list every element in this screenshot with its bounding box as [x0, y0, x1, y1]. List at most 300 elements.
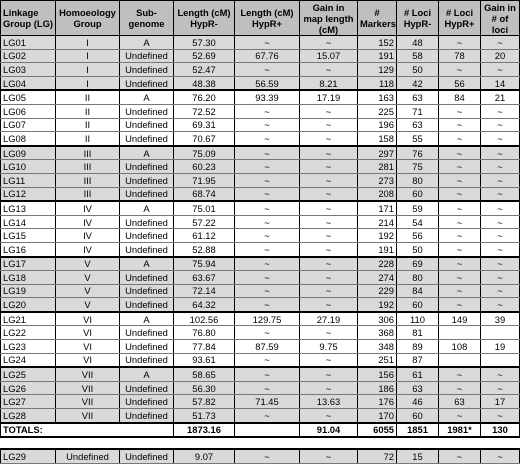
cell-linkage-group: LG11 — [1, 173, 56, 187]
cell-gain-loci: ~ — [481, 367, 520, 381]
cell-gain-loci: ~ — [481, 284, 520, 298]
table-row — [1, 132, 520, 146]
cell-homoeology-group: IV — [56, 229, 120, 243]
cell-markers: 192 — [358, 298, 397, 312]
cell-homoeology-group: Undefined — [56, 449, 120, 463]
cell-subgenome: Undefined — [120, 271, 174, 285]
cell-gain-map-length: ~ — [300, 229, 358, 243]
cell-gain-loci: 19 — [481, 340, 520, 354]
cell-loci-hypr-minus: 80 — [397, 271, 439, 285]
cell-loci-hypr-plus: ~ — [439, 215, 481, 229]
cell-markers: 281 — [358, 160, 397, 174]
cell-length-hypr-minus: 51.73 — [174, 409, 235, 423]
cell-loci-hypr-plus — [439, 353, 481, 367]
cell-linkage-group: LG21 — [1, 312, 56, 326]
cell-loci-hypr-plus: ~ — [439, 381, 481, 395]
cell-markers: 273 — [358, 173, 397, 187]
cell-homoeology-group: VII — [56, 409, 120, 423]
cell-loci-hypr-plus: ~ — [439, 257, 481, 271]
cell-homoeology-group: I — [56, 36, 120, 50]
cell-linkage-group: LG22 — [1, 326, 56, 340]
cell-loci-hypr-plus: ~ — [439, 63, 481, 77]
cell-length-hypr-minus: 64.32 — [174, 298, 235, 312]
cell-markers: 368 — [358, 326, 397, 340]
cell-loci-hypr-minus: 59 — [397, 201, 439, 215]
cell-homoeology-group: III — [56, 173, 120, 187]
cell-gain-map-length: 13.63 — [300, 395, 358, 409]
cell-gain-loci — [481, 353, 520, 367]
cell-subgenome: Undefined — [120, 63, 174, 77]
cell-subgenome: Undefined — [120, 381, 174, 395]
table-row — [1, 49, 520, 63]
cell-gain-loci: ~ — [481, 132, 520, 146]
cell-homoeology-group: I — [56, 63, 120, 77]
cell-gain-map-length: ~ — [300, 160, 358, 174]
header-loci-hypr-minus: # Loci HypR- — [397, 1, 439, 36]
cell-length-hypr-plus: ~ — [235, 409, 300, 423]
cell-gain-map-length: ~ — [300, 326, 358, 340]
cell-linkage-group: LG14 — [1, 215, 56, 229]
cell-length-hypr-plus: ~ — [235, 173, 300, 187]
table-row — [1, 271, 520, 285]
cell-loci-hypr-minus: 71 — [397, 104, 439, 118]
cell-subgenome: Undefined — [120, 284, 174, 298]
total-length-hypr-plus — [235, 423, 300, 438]
cell-loci-hypr-plus: ~ — [439, 201, 481, 215]
cell-linkage-group: LG08 — [1, 132, 56, 146]
cell-loci-hypr-plus: 84 — [439, 90, 481, 104]
cell-subgenome: Undefined — [120, 118, 174, 132]
cell-gain-map-length: ~ — [300, 187, 358, 201]
header-linkage-group: Linkage Group (LG) — [1, 1, 56, 36]
cell-gain-loci: ~ — [481, 271, 520, 285]
cell-gain-map-length: ~ — [300, 36, 358, 50]
cell-homoeology-group: VI — [56, 312, 120, 326]
cell-homoeology-group: II — [56, 104, 120, 118]
cell-linkage-group: LG26 — [1, 381, 56, 395]
cell-length-hypr-minus: 57.82 — [174, 395, 235, 409]
cell-length-hypr-minus: 63.67 — [174, 271, 235, 285]
cell-length-hypr-plus: 67.76 — [235, 49, 300, 63]
cell-homoeology-group: III — [56, 160, 120, 174]
table-row — [1, 173, 520, 187]
cell-markers: 170 — [358, 409, 397, 423]
table-row — [1, 160, 520, 174]
cell-gain-loci: ~ — [481, 36, 520, 50]
cell-length-hypr-minus: 76.80 — [174, 326, 235, 340]
header-row — [1, 1, 520, 36]
cell-gain-map-length: ~ — [300, 132, 358, 146]
cell-gain-map-length: ~ — [300, 118, 358, 132]
cell-markers: 163 — [358, 90, 397, 104]
cell-length-hypr-minus: 9.07 — [174, 449, 235, 463]
cell-subgenome: Undefined — [120, 132, 174, 146]
cell-markers: 274 — [358, 271, 397, 285]
cell-length-hypr-minus: 93.61 — [174, 353, 235, 367]
cell-subgenome: Undefined — [120, 340, 174, 354]
cell-length-hypr-plus: ~ — [235, 63, 300, 77]
cell-length-hypr-plus: ~ — [235, 36, 300, 50]
cell-loci-hypr-minus: 110 — [397, 312, 439, 326]
cell-length-hypr-minus: 102.56 — [174, 312, 235, 326]
header-loci-hypr-plus: # Loci HypR+ — [439, 1, 481, 36]
cell-loci-hypr-plus: ~ — [439, 160, 481, 174]
cell-loci-hypr-minus: 42 — [397, 76, 439, 90]
cell-loci-hypr-plus: ~ — [439, 409, 481, 423]
cell-subgenome: Undefined — [120, 187, 174, 201]
cell-gain-map-length: ~ — [300, 367, 358, 381]
cell-homoeology-group: I — [56, 76, 120, 90]
cell-gain-loci — [481, 326, 520, 340]
table-row — [1, 381, 520, 395]
cell-gain-loci: ~ — [481, 298, 520, 312]
cell-loci-hypr-plus: ~ — [439, 298, 481, 312]
cell-markers: 229 — [358, 284, 397, 298]
cell-subgenome: Undefined — [120, 395, 174, 409]
header-gain-map-length: Gain in map length (cM) — [300, 1, 358, 36]
cell-gain-loci: ~ — [481, 449, 520, 463]
cell-gain-loci: ~ — [481, 229, 520, 243]
cell-linkage-group: LG07 — [1, 118, 56, 132]
cell-gain-map-length: 27.19 — [300, 312, 358, 326]
cell-loci-hypr-plus: 78 — [439, 49, 481, 63]
cell-markers: 228 — [358, 257, 397, 271]
table-row-extra — [1, 449, 520, 463]
cell-linkage-group: LG02 — [1, 49, 56, 63]
cell-length-hypr-minus: 77.84 — [174, 340, 235, 354]
cell-length-hypr-plus: ~ — [235, 229, 300, 243]
cell-subgenome: Undefined — [120, 242, 174, 256]
cell-linkage-group: LG13 — [1, 201, 56, 215]
cell-length-hypr-plus: 129.75 — [235, 312, 300, 326]
cell-length-hypr-minus: 61.12 — [174, 229, 235, 243]
cell-gain-map-length: ~ — [300, 173, 358, 187]
cell-gain-loci: ~ — [481, 160, 520, 174]
cell-gain-map-length: ~ — [300, 298, 358, 312]
cell-length-hypr-minus: 48.38 — [174, 76, 235, 90]
table-row — [1, 146, 520, 160]
cell-loci-hypr-minus: 60 — [397, 187, 439, 201]
cell-loci-hypr-minus: 56 — [397, 229, 439, 243]
cell-length-hypr-plus: ~ — [235, 201, 300, 215]
cell-subgenome: A — [120, 367, 174, 381]
table-row — [1, 340, 520, 354]
cell-linkage-group: LG17 — [1, 257, 56, 271]
cell-markers: 306 — [358, 312, 397, 326]
cell-linkage-group: LG12 — [1, 187, 56, 201]
cell-gain-loci: ~ — [481, 242, 520, 256]
cell-markers: 214 — [358, 215, 397, 229]
cell-gain-map-length: 9.75 — [300, 340, 358, 354]
table-row — [1, 326, 520, 340]
cell-gain-map-length: ~ — [300, 449, 358, 463]
cell-loci-hypr-plus: ~ — [439, 173, 481, 187]
table-row — [1, 229, 520, 243]
cell-homoeology-group: V — [56, 298, 120, 312]
cell-gain-loci: ~ — [481, 104, 520, 118]
cell-gain-map-length: ~ — [300, 146, 358, 160]
header-subgenome: Sub-genome — [120, 1, 174, 36]
cell-loci-hypr-plus: 108 — [439, 340, 481, 354]
cell-gain-loci: ~ — [481, 63, 520, 77]
cell-subgenome: Undefined — [120, 229, 174, 243]
cell-markers: 186 — [358, 381, 397, 395]
cell-gain-loci: ~ — [481, 187, 520, 201]
cell-loci-hypr-minus: 75 — [397, 160, 439, 174]
table-row — [1, 118, 520, 132]
table-row — [1, 63, 520, 77]
total-loci-hypr-plus: 1981* — [439, 423, 481, 438]
cell-length-hypr-plus: 71.45 — [235, 395, 300, 409]
totals-label: TOTALS: — [1, 423, 174, 438]
cell-loci-hypr-minus: 46 — [397, 395, 439, 409]
cell-linkage-group: LG18 — [1, 271, 56, 285]
cell-markers: 191 — [358, 49, 397, 63]
cell-length-hypr-plus: ~ — [235, 146, 300, 160]
cell-length-hypr-minus: 57.30 — [174, 36, 235, 50]
cell-length-hypr-minus: 68.74 — [174, 187, 235, 201]
cell-loci-hypr-plus: 56 — [439, 76, 481, 90]
cell-loci-hypr-plus: ~ — [439, 104, 481, 118]
cell-gain-loci: ~ — [481, 257, 520, 271]
cell-homoeology-group: IV — [56, 242, 120, 256]
cell-loci-hypr-minus: 15 — [397, 449, 439, 463]
cell-length-hypr-plus: ~ — [235, 367, 300, 381]
cell-length-hypr-minus: 52.69 — [174, 49, 235, 63]
cell-subgenome: Undefined — [120, 409, 174, 423]
cell-gain-map-length: 17.19 — [300, 90, 358, 104]
cell-homoeology-group: I — [56, 49, 120, 63]
cell-markers: 171 — [358, 201, 397, 215]
cell-loci-hypr-plus: 63 — [439, 395, 481, 409]
cell-gain-loci: ~ — [481, 173, 520, 187]
cell-linkage-group: LG24 — [1, 353, 56, 367]
cell-loci-hypr-minus: 55 — [397, 132, 439, 146]
total-gain-loci: 130 — [481, 423, 520, 438]
table-row — [1, 257, 520, 271]
cell-homoeology-group: III — [56, 146, 120, 160]
cell-loci-hypr-plus: ~ — [439, 367, 481, 381]
cell-loci-hypr-minus: 63 — [397, 381, 439, 395]
cell-gain-map-length: ~ — [300, 284, 358, 298]
totals-row — [1, 423, 520, 438]
cell-length-hypr-plus: 87.59 — [235, 340, 300, 354]
cell-loci-hypr-minus: 61 — [397, 367, 439, 381]
cell-homoeology-group: V — [56, 271, 120, 285]
cell-length-hypr-plus: ~ — [235, 271, 300, 285]
cell-loci-hypr-plus: ~ — [439, 229, 481, 243]
cell-homoeology-group: II — [56, 132, 120, 146]
cell-gain-loci: 21 — [481, 90, 520, 104]
cell-subgenome: A — [120, 146, 174, 160]
cell-markers: 152 — [358, 36, 397, 50]
cell-gain-map-length: ~ — [300, 201, 358, 215]
cell-length-hypr-plus: ~ — [235, 215, 300, 229]
cell-linkage-group: LG29 — [1, 449, 56, 463]
cell-gain-loci: 17 — [481, 395, 520, 409]
cell-loci-hypr-minus: 60 — [397, 409, 439, 423]
cell-loci-hypr-minus: 60 — [397, 298, 439, 312]
cell-subgenome: Undefined — [120, 326, 174, 340]
cell-linkage-group: LG05 — [1, 90, 56, 104]
table-row — [1, 201, 520, 215]
cell-markers: 348 — [358, 340, 397, 354]
cell-length-hypr-plus: ~ — [235, 298, 300, 312]
cell-loci-hypr-minus: 58 — [397, 49, 439, 63]
cell-markers: 156 — [358, 367, 397, 381]
cell-subgenome: Undefined — [120, 104, 174, 118]
cell-subgenome: Undefined — [120, 449, 174, 463]
cell-loci-hypr-minus: 48 — [397, 36, 439, 50]
cell-subgenome: A — [120, 90, 174, 104]
cell-loci-hypr-plus: ~ — [439, 118, 481, 132]
cell-length-hypr-plus: ~ — [235, 132, 300, 146]
cell-markers: 118 — [358, 76, 397, 90]
cell-homoeology-group: VII — [56, 381, 120, 395]
cell-subgenome: Undefined — [120, 298, 174, 312]
cell-loci-hypr-plus: ~ — [439, 132, 481, 146]
cell-length-hypr-minus: 70.67 — [174, 132, 235, 146]
cell-length-hypr-minus: 58.65 — [174, 367, 235, 381]
table-row — [1, 215, 520, 229]
total-markers: 6055 — [358, 423, 397, 438]
cell-linkage-group: LG03 — [1, 63, 56, 77]
header-gain-loci: Gain in # of loci — [481, 1, 520, 36]
cell-length-hypr-plus: ~ — [235, 284, 300, 298]
cell-gain-map-length: ~ — [300, 409, 358, 423]
cell-gain-map-length: ~ — [300, 271, 358, 285]
header-length-hypr-plus: Length (cM) HypR+ — [235, 1, 300, 36]
table-row — [1, 104, 520, 118]
cell-linkage-group: LG20 — [1, 298, 56, 312]
cell-markers: 129 — [358, 63, 397, 77]
cell-loci-hypr-minus: 84 — [397, 284, 439, 298]
cell-loci-hypr-minus: 50 — [397, 63, 439, 77]
cell-gain-loci: 14 — [481, 76, 520, 90]
cell-subgenome: Undefined — [120, 49, 174, 63]
cell-length-hypr-minus: 56.30 — [174, 381, 235, 395]
cell-length-hypr-plus: 93.39 — [235, 90, 300, 104]
table-row — [1, 242, 520, 256]
cell-gain-loci: 20 — [481, 49, 520, 63]
cell-length-hypr-minus: 75.94 — [174, 257, 235, 271]
cell-linkage-group: LG27 — [1, 395, 56, 409]
cell-loci-hypr-minus: 80 — [397, 173, 439, 187]
table-row — [1, 90, 520, 104]
table-row — [1, 298, 520, 312]
cell-homoeology-group: VII — [56, 367, 120, 381]
cell-loci-hypr-minus: 54 — [397, 215, 439, 229]
cell-linkage-group: LG09 — [1, 146, 56, 160]
cell-gain-map-length: ~ — [300, 215, 358, 229]
cell-subgenome: A — [120, 36, 174, 50]
cell-length-hypr-plus: ~ — [235, 257, 300, 271]
cell-linkage-group: LG25 — [1, 367, 56, 381]
cell-subgenome: Undefined — [120, 76, 174, 90]
cell-length-hypr-minus: 71.95 — [174, 173, 235, 187]
cell-subgenome: A — [120, 257, 174, 271]
total-length-hypr-minus: 1873.16 — [174, 423, 235, 438]
cell-subgenome: A — [120, 201, 174, 215]
cell-gain-loci: ~ — [481, 381, 520, 395]
cell-homoeology-group: IV — [56, 201, 120, 215]
table-row — [1, 353, 520, 367]
table-row — [1, 395, 520, 409]
header-length-hypr-minus: Length (cM) HypR- — [174, 1, 235, 36]
cell-linkage-group: LG28 — [1, 409, 56, 423]
table-row — [1, 76, 520, 90]
cell-length-hypr-plus: ~ — [235, 326, 300, 340]
cell-length-hypr-plus: ~ — [235, 160, 300, 174]
cell-loci-hypr-minus: 87 — [397, 353, 439, 367]
cell-length-hypr-plus: ~ — [235, 381, 300, 395]
cell-length-hypr-plus: ~ — [235, 187, 300, 201]
cell-loci-hypr-plus: 149 — [439, 312, 481, 326]
cell-subgenome: Undefined — [120, 160, 174, 174]
spacer-row — [1, 437, 520, 449]
cell-gain-map-length: ~ — [300, 63, 358, 77]
cell-length-hypr-minus: 69.31 — [174, 118, 235, 132]
cell-gain-map-length: ~ — [300, 353, 358, 367]
cell-linkage-group: LG10 — [1, 160, 56, 174]
cell-loci-hypr-minus: 89 — [397, 340, 439, 354]
cell-loci-hypr-plus: ~ — [439, 449, 481, 463]
table-row — [1, 187, 520, 201]
cell-gain-map-length: 15.07 — [300, 49, 358, 63]
cell-homoeology-group: II — [56, 90, 120, 104]
cell-homoeology-group: VII — [56, 395, 120, 409]
table-row — [1, 367, 520, 381]
cell-markers: 251 — [358, 353, 397, 367]
cell-subgenome: Undefined — [120, 173, 174, 187]
cell-homoeology-group: VI — [56, 353, 120, 367]
cell-subgenome: A — [120, 312, 174, 326]
cell-linkage-group: LG16 — [1, 242, 56, 256]
cell-markers: 225 — [358, 104, 397, 118]
cell-gain-loci: ~ — [481, 118, 520, 132]
cell-markers: 176 — [358, 395, 397, 409]
cell-loci-hypr-minus: 76 — [397, 146, 439, 160]
cell-subgenome: Undefined — [120, 353, 174, 367]
cell-length-hypr-minus: 57.22 — [174, 215, 235, 229]
cell-loci-hypr-plus: ~ — [439, 242, 481, 256]
cell-gain-loci: ~ — [481, 201, 520, 215]
table-row — [1, 409, 520, 423]
table-row — [1, 36, 520, 50]
cell-length-hypr-minus: 76.20 — [174, 90, 235, 104]
cell-linkage-group: LG01 — [1, 36, 56, 50]
cell-markers: 158 — [358, 132, 397, 146]
cell-length-hypr-plus: 56.59 — [235, 76, 300, 90]
cell-length-hypr-minus: 60.23 — [174, 160, 235, 174]
cell-homoeology-group: VI — [56, 326, 120, 340]
cell-loci-hypr-minus: 50 — [397, 242, 439, 256]
cell-gain-map-length: 8.21 — [300, 76, 358, 90]
cell-subgenome: Undefined — [120, 215, 174, 229]
cell-gain-loci: ~ — [481, 215, 520, 229]
cell-homoeology-group: V — [56, 257, 120, 271]
cell-markers: 72 — [358, 449, 397, 463]
cell-homoeology-group: VI — [56, 340, 120, 354]
cell-loci-hypr-plus: ~ — [439, 146, 481, 160]
cell-length-hypr-plus: ~ — [235, 353, 300, 367]
cell-length-hypr-minus: 75.09 — [174, 146, 235, 160]
cell-gain-map-length: ~ — [300, 104, 358, 118]
total-gain-map-length: 91.04 — [300, 423, 358, 438]
cell-length-hypr-minus: 52.88 — [174, 242, 235, 256]
total-loci-hypr-minus: 1851 — [397, 423, 439, 438]
cell-markers: 191 — [358, 242, 397, 256]
